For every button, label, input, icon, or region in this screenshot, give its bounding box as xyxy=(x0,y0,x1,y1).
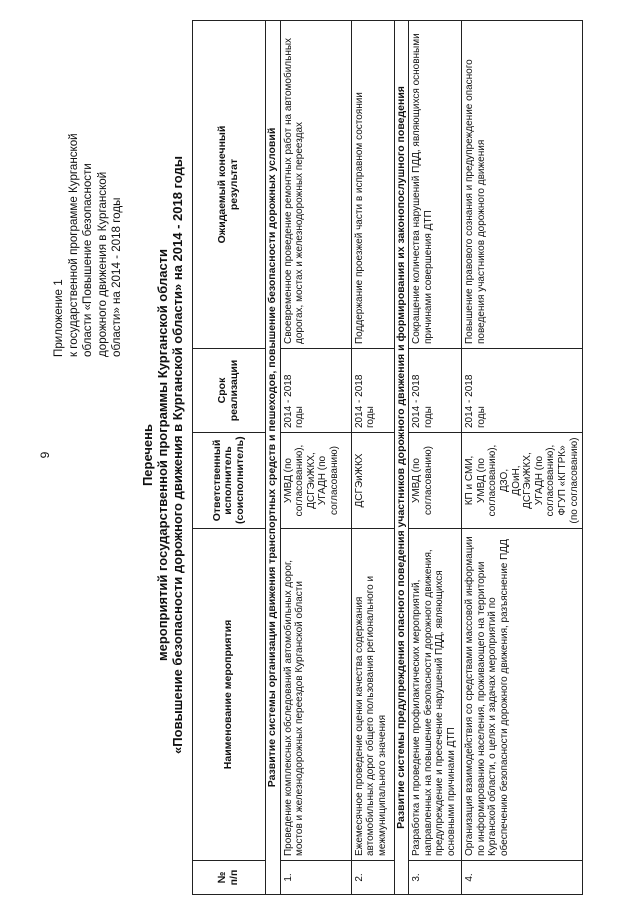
appendix-line: области» на 2014 - 2018 годы xyxy=(110,197,124,357)
measures-table xyxy=(192,20,583,895)
page-number: 9 xyxy=(38,451,52,459)
row-executor: КП и СМИ, УМВД (по согласованию), ДЗО, ДОиН, ДСГЭиЖКХ, УГАДН (по согласованию), ФГУП «КГТРК» (по согласованию) xyxy=(462,433,583,529)
row-term: 2014 - 2018 годы xyxy=(280,349,351,433)
rotated-page xyxy=(0,5,640,905)
appendix-note xyxy=(52,77,125,357)
appendix-line: дорожного движения в Курганской xyxy=(95,171,109,357)
row-num: 4. xyxy=(462,861,583,895)
header-result: Ожидаемый конечный результат xyxy=(193,21,266,349)
row-executor: УМВД (по согласованию), ДСГЭиЖКХ, УГАДН (по согласованию) xyxy=(280,433,351,529)
row-term: 2014 - 2018 годы xyxy=(409,349,462,433)
appendix-line: области «Повышение безопасности xyxy=(81,163,95,357)
title-heading: Перечень xyxy=(140,423,155,487)
row-name: Ежемесячное проведение оценки качества содержания автомобильных дорог общего пользования регионального и межмуниципального значения xyxy=(351,529,394,861)
row-term: 2014 - 2018 годы xyxy=(462,349,583,433)
table-row xyxy=(409,21,462,895)
row-executor: ДСГЭиЖКХ xyxy=(351,433,394,529)
section-row xyxy=(266,21,281,895)
row-name: Проведение комплексных обследований автомобильных дорог, мостов и железнодорожных переездов Курганской области xyxy=(280,529,351,861)
title-line: мероприятий государственной программы Курганской области xyxy=(155,248,170,662)
section-title: Развитие системы организации движения транспортных средств и пешеходов, повышение безопасности дорожных условий xyxy=(266,21,281,895)
row-result: Сокращение количества нарушений ПДД, являющихся основными причинами совершения ДТП xyxy=(409,21,462,349)
header-name: Наименование мероприятия xyxy=(193,529,266,861)
row-num: 3. xyxy=(409,861,462,895)
appendix-line: Приложение 1 xyxy=(52,279,65,357)
row-name: Разработка и проведение профилактических мероприятий, направленных на повышение безопасности дорожного движения, предупреждение и пресечение нарушений ПДД, являющихся основными причинами ДТП xyxy=(409,529,462,861)
row-result: Своевременное проведение ремонтных работ на автомобильных дорогах, мостах и железнодорожных переездах xyxy=(280,21,351,349)
table-row xyxy=(280,21,351,895)
row-executor: УМВД (по согласованию) xyxy=(409,433,462,529)
row-name: Организация взаимодействия со средствами массовой информации по информированию населения, проживающего на территории Курганской области, о целях и задачах мероприятий по обеспечению безопасности дорожного движения, разъяснение ПДД xyxy=(462,529,583,861)
header-term: Срок реализации xyxy=(193,349,266,433)
document-title xyxy=(140,5,185,905)
row-result: Повышение правового сознания и предупреждение опасного поведения участников дорожного движения xyxy=(462,21,583,349)
row-term: 2014 - 2018 годы xyxy=(351,349,394,433)
section-row xyxy=(394,21,409,895)
row-result: Поддержание проезжей части в исправном состоянии xyxy=(351,21,394,349)
title-line: «Повышение безопасности дорожного движения в Курганской области» на 2014 - 2018 годы xyxy=(170,156,185,754)
table-header-row xyxy=(193,21,266,895)
appendix-line: к государственной программе Курганской xyxy=(66,133,80,357)
row-num: 2. xyxy=(351,861,394,895)
table-row xyxy=(462,21,583,895)
header-num: № п/п xyxy=(193,861,266,895)
table-row xyxy=(351,21,394,895)
header-executor: Ответственный исполнитель (соисполнитель) xyxy=(193,433,266,529)
section-title: Развитие системы предупреждения опасного поведения участников дорожного движения и формирования их законопослушного поведения xyxy=(394,21,409,895)
row-num: 1. xyxy=(280,861,351,895)
